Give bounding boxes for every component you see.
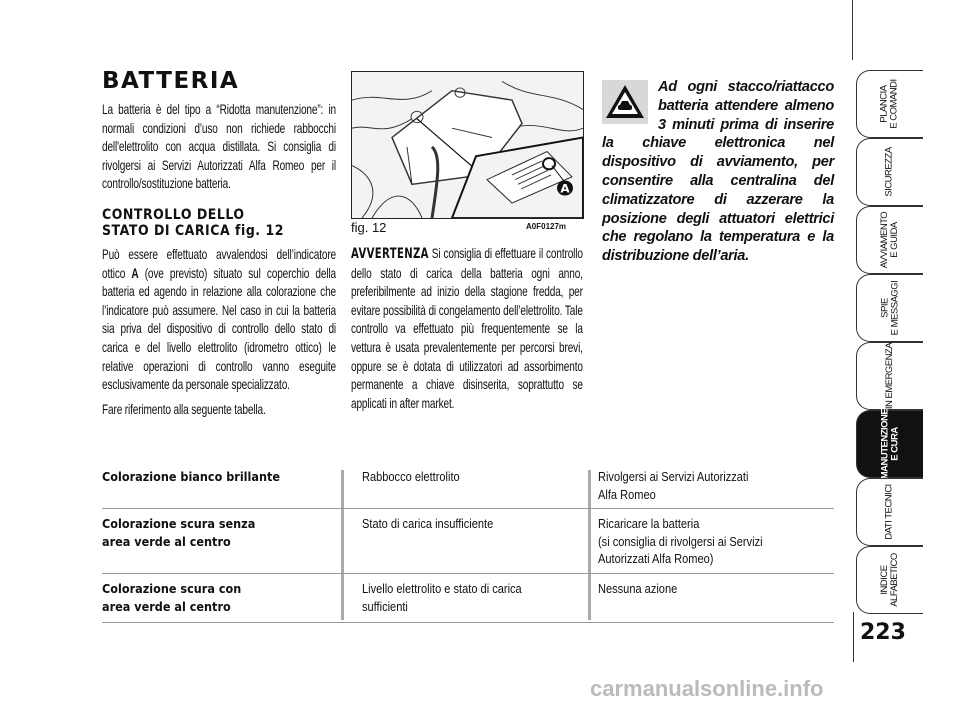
figure-code: A0F0127m xyxy=(526,222,567,231)
table-cell-action: Nessuna azione xyxy=(598,581,678,596)
table-cell-color: Colorazione scura senza area verde al centro xyxy=(102,516,256,549)
tab-label: SPIE E MESSAGGI xyxy=(879,280,900,336)
chapter-tabs xyxy=(848,0,960,709)
battery-indicator-table xyxy=(102,468,834,623)
table-cell-action: Ricaricare la batteria (si consiglia di rivolgersi ai Servizi Autorizzati Alfa Romeo) xyxy=(598,516,763,566)
tab-dati-tecnici[interactable] xyxy=(856,478,923,546)
avvertenza-label: AVVERTENZA xyxy=(351,246,429,262)
table-row xyxy=(102,515,834,574)
tab-label: MANUTENZIONE E CURA xyxy=(879,408,900,480)
tab-label: AVVIAMENTO E GUIDA xyxy=(878,211,900,269)
tab-sicurezza[interactable] xyxy=(856,138,923,206)
battery-figure xyxy=(351,71,584,219)
tab-label: DATI TECNICI xyxy=(884,484,895,540)
watermark: carmanualsonline.info xyxy=(590,676,824,701)
table-cell-color: Colorazione scura con area verde al centro xyxy=(102,581,242,614)
tab-spie-e-messaggi[interactable] xyxy=(856,274,923,342)
tab-manutenzione-e-cura[interactable] xyxy=(856,410,923,478)
tab-indice-alfabetico[interactable] xyxy=(856,546,923,614)
tab-label: SICUREZZA xyxy=(884,147,895,197)
table-cell-action: Rivolgersi ai Servizi Autorizzati Alfa Romeo xyxy=(598,469,749,502)
table-row xyxy=(102,580,834,623)
page-title: BATTERIA xyxy=(102,68,240,94)
table-cell-state: Livello elettrolito e stato di carica sufficienti xyxy=(362,581,522,614)
warning-text: Ad ogni stacco/riattacco batteria attendere almeno 3 minuti prima di inserire la chiave elettronica nel dispositivo di avviamento, per consentire alla centralina del climatizzatore di azzerare la posizione degli attuatori elettrici che regolano la temperatura e la distribuzione dell’aria. xyxy=(602,79,834,265)
page-number-rule xyxy=(853,612,854,662)
left-column-body xyxy=(102,100,336,418)
battery-illustration xyxy=(352,72,583,218)
text: (ove previsto) situato sul coperchio della batteria ed agendo in relazione alla colorazione che l’indicatore può assumere. Nel caso in cui la batteria sia priva del dispositivo di controllo dello stato di carica e del livello elettrolito (idrometro ottico) le relative operazioni di controllo vanno eseguite esclusivamente da personale specializzato. xyxy=(102,264,337,393)
tab-plancia-e-comandi[interactable] xyxy=(856,70,923,138)
text: Può essere effettuato avvalendosi dell’indicatore ottico xyxy=(102,245,336,281)
tab-edge xyxy=(852,0,853,60)
avvertenza-paragraph xyxy=(351,244,583,412)
section-heading-line1: CONTROLLO DELLO xyxy=(102,206,245,223)
table-cell-state: Stato di carica insufficiente xyxy=(362,516,494,531)
figure-caption: fig. 12 xyxy=(351,220,387,235)
tab-label: IN EMERGENZA xyxy=(884,342,895,410)
indicator-label: A xyxy=(131,264,139,281)
section-heading-line2: STATO DI CARICA fig. 12 xyxy=(102,222,284,239)
warning-triangle-icon xyxy=(602,80,648,124)
tab-label: INDICE ALFABETICO xyxy=(878,553,900,607)
tab-in-emergenza[interactable] xyxy=(856,342,923,410)
avvertenza-text: Si consiglia di effettuare il controllo dello stato di carica della batteria ogni anno, preferibilmente ad inizio della stagione fredda, per evitare possibilità di congelamento dell’elettrolito. Tale controllo va effettuato più frequentemente se la vettura è usata prevalentemente per percorsi brevi, oppure se è dotata di utilizzatori ad assorbimento permanente a chiave disinserita, soprattutto se applicati in after market. xyxy=(351,245,583,411)
table-cell-color: Colorazione bianco brillante xyxy=(102,469,281,484)
left-column xyxy=(102,100,336,460)
tab-label: PLANCIA E COMANDI xyxy=(879,79,900,129)
callout-a-label: A xyxy=(560,181,570,196)
table-cell-state: Rabbocco elettrolito xyxy=(362,469,460,484)
page-number: 223 xyxy=(860,620,906,645)
warning-box xyxy=(602,78,834,266)
table-row xyxy=(102,468,834,509)
table-reference: Fare riferimento alla seguente tabella. xyxy=(102,400,266,417)
section-heading xyxy=(102,207,383,239)
tab-avviamento-e-guida[interactable] xyxy=(856,206,923,274)
intro-paragraph: La batteria è del tipo a “Ridotta manutenzione”: in normali condizioni d’uso non richiede rabbocchi dell'elettrolito con acqua distillata. Si consiglia di rivolgersi ai Servizi Autorizzati Alfa Romeo per il controllo/sostituzione batteria. xyxy=(102,101,336,192)
section-paragraph xyxy=(102,245,336,394)
middle-column xyxy=(351,244,583,418)
